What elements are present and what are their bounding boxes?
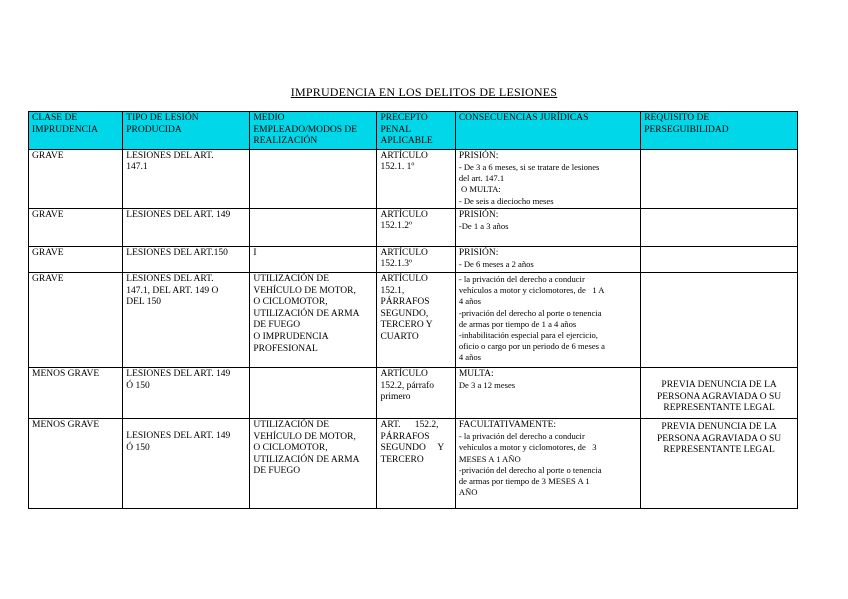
cell-precepto bbox=[377, 418, 455, 508]
precepto-line: ARTÍCULO bbox=[380, 150, 428, 161]
consecuencias-line: De 3 a 12 meses bbox=[458, 380, 516, 391]
requisito-line: PREVIA DENUNCIA DE LA bbox=[661, 379, 777, 390]
medio-line: UTILIZACIÓN DE ARMA bbox=[253, 454, 360, 465]
header-consecuencias: CONSECUENCIAS JURÍDICAS bbox=[455, 112, 640, 150]
cell-precepto bbox=[377, 272, 455, 367]
cell-medio bbox=[250, 208, 377, 246]
precepto-line: CUARTO bbox=[380, 331, 419, 342]
precepto-line: PÁRRAFOS bbox=[380, 297, 430, 308]
cell-precepto bbox=[377, 208, 455, 246]
medio-line: DE FUEGO bbox=[253, 466, 301, 477]
cell-tipo bbox=[123, 149, 250, 208]
consecuencias-line: - De 3 a 6 meses, si se tratare de lesiones bbox=[458, 161, 600, 172]
precepto-line: SEGUNDO, bbox=[380, 308, 429, 319]
cell-clase: GRAVE bbox=[29, 272, 123, 367]
cell-requisito bbox=[641, 149, 798, 208]
tipo-line: Ó 150 bbox=[126, 442, 150, 453]
consecuencias-line: MULTA: bbox=[458, 368, 494, 379]
table-row bbox=[29, 418, 798, 508]
tipo-line: LESIONES DEL ART. 149 bbox=[126, 430, 231, 441]
tipo-line: Ó 150 bbox=[126, 380, 150, 391]
cell-medio bbox=[250, 272, 377, 367]
precepto-line: ART. 152.2, bbox=[380, 419, 439, 430]
medio-line: O CICLOMOTOR, bbox=[253, 443, 328, 454]
consecuencias-line: - la privación del derecho a conducir bbox=[458, 431, 585, 442]
consecuencias-line: -privación del derecho al porte o tenencia bbox=[458, 307, 602, 318]
cell-clase: GRAVE bbox=[29, 149, 123, 208]
consecuencias-line: AÑO bbox=[458, 487, 478, 498]
cell-clase: GRAVE bbox=[29, 246, 123, 272]
consecuencias-line: PRISIÓN: bbox=[458, 150, 499, 161]
medio-line: UTILIZACIÓN DE bbox=[253, 419, 330, 430]
tipo-line: DEL 150 bbox=[126, 297, 162, 308]
cell-tipo bbox=[123, 246, 250, 272]
lesiones-table bbox=[28, 111, 798, 509]
precepto-line: PÁRRAFOS bbox=[380, 431, 430, 442]
precepto-line: ARTÍCULO bbox=[380, 247, 428, 258]
consecuencias-line: vehículos a motor y ciclomotores, de 3 bbox=[458, 442, 597, 453]
table-row bbox=[29, 149, 798, 208]
header-requisito: REQUISITO DE PERSEGUIBILIDAD bbox=[641, 112, 798, 150]
precepto-line: 152.1.2º bbox=[380, 221, 412, 232]
consecuencias-line: - la privación del derecho a conducir bbox=[458, 273, 585, 284]
tipo-line: LESIONES DEL ART. bbox=[126, 150, 214, 161]
consecuencias-line: FACULTATIVAMENTE: bbox=[458, 419, 557, 430]
cell-consecuencias bbox=[455, 272, 640, 367]
table-row bbox=[29, 367, 798, 418]
cell-medio bbox=[250, 367, 377, 418]
precepto-line: primero bbox=[380, 392, 411, 403]
tipo-line: LESIONES DEL ART. 149 bbox=[126, 209, 231, 220]
consecuencias-line: -privación del derecho al porte o tenencia bbox=[458, 464, 602, 475]
cell-requisito bbox=[641, 246, 798, 272]
consecuencias-line: MESES A 1 AÑO bbox=[458, 453, 521, 464]
cell-precepto bbox=[377, 149, 455, 208]
consecuencias-line: de armas por tiempo de 3 MESES A 1 bbox=[458, 476, 590, 486]
precepto-line: ARTÍCULO bbox=[380, 209, 428, 220]
cell-requisito bbox=[641, 208, 798, 246]
cell-tipo bbox=[123, 208, 250, 246]
requisito-line: PERSONA AGRAVIADA O SU bbox=[657, 391, 782, 402]
precepto-line: 152.1. 1º bbox=[380, 162, 415, 173]
cell-medio bbox=[250, 418, 377, 508]
cell-tipo bbox=[123, 418, 250, 508]
cell-clase: MENOS GRAVE bbox=[29, 418, 123, 508]
medio-line: UTILIZACIÓN DE bbox=[253, 273, 330, 284]
medio-line: VEHÍCULO DE MOTOR, bbox=[253, 285, 356, 296]
medio-line: PROFESIONAL bbox=[253, 343, 318, 354]
precepto-line: ARTÍCULO bbox=[380, 273, 428, 284]
cell-medio bbox=[250, 246, 377, 272]
tipo-line: LESIONES DEL ART. bbox=[126, 273, 214, 284]
table-row bbox=[29, 246, 798, 272]
table-row bbox=[29, 208, 798, 246]
consecuencias-line: del art. 147.1 bbox=[458, 173, 505, 184]
cell-clase: MENOS GRAVE bbox=[29, 367, 123, 418]
precepto-line: 152.1.3º bbox=[380, 259, 412, 270]
medio-line: O IMPRUDENCIA bbox=[253, 331, 329, 342]
consecuencias-line: PRISIÓN: bbox=[458, 209, 499, 220]
tipo-line: 147.1, DEL ART. 149 O bbox=[126, 285, 219, 296]
precepto-line: TERCERO Y bbox=[380, 320, 433, 331]
medio-line: O CICLOMOTOR, bbox=[253, 297, 328, 308]
consecuencias-line: oficio o cargo por un periodo de 6 meses a bbox=[458, 341, 605, 352]
cell-consecuencias bbox=[455, 208, 640, 246]
tipo-line: 147.1 bbox=[126, 162, 148, 173]
cell-tipo bbox=[123, 272, 250, 367]
consecuencias-line: O MULTA: bbox=[458, 184, 501, 195]
consecuencias-line: 4 años bbox=[458, 352, 482, 363]
cell-medio bbox=[250, 149, 377, 208]
header-clase: CLASE DE IMPRUDENCIA bbox=[29, 112, 123, 150]
medio-line: UTILIZACIÓN DE ARMA bbox=[253, 308, 360, 319]
header-precepto: PRECEPTO PENAL APLICABLE bbox=[377, 112, 455, 150]
requisito-line: PREVIA DENUNCIA DE LA bbox=[661, 421, 777, 432]
cell-consecuencias bbox=[455, 418, 640, 508]
header-row bbox=[29, 112, 798, 150]
cell-requisito bbox=[641, 418, 798, 508]
precepto-line: 152.1, bbox=[380, 285, 405, 296]
consecuencias-line: 4 años bbox=[458, 296, 482, 307]
precepto-line: TERCERO bbox=[380, 454, 424, 465]
consecuencias-line: de armas por tiempo de 1 a 4 años bbox=[458, 318, 577, 329]
cell-tipo bbox=[123, 367, 250, 418]
medio-line: I bbox=[253, 247, 257, 258]
consecuencias-line: - De 6 meses a 2 años bbox=[458, 259, 534, 269]
consecuencias-line: vehículos a motor y ciclomotores, de 1 A bbox=[458, 285, 605, 296]
consecuencias-line: -inhabilitación especial para el ejercicio, bbox=[458, 330, 598, 340]
tipo-line: LESIONES DEL ART.150 bbox=[126, 247, 228, 258]
cell-precepto bbox=[377, 367, 455, 418]
consecuencias-line: - De seis a dieciocho meses bbox=[458, 195, 554, 206]
document-title: IMPRUDENCIA EN LOS DELITOS DE LESIONES bbox=[290, 85, 558, 99]
cell-consecuencias bbox=[455, 367, 640, 418]
consecuencias-line: -De 1 a 3 años bbox=[458, 221, 509, 231]
cell-consecuencias bbox=[455, 149, 640, 208]
cell-consecuencias bbox=[455, 246, 640, 272]
tipo-line: LESIONES DEL ART. 149 bbox=[126, 368, 231, 379]
precepto-line: SEGUNDO Y bbox=[380, 443, 445, 454]
medio-line: DE FUEGO bbox=[253, 320, 301, 331]
cell-precepto bbox=[377, 246, 455, 272]
header-tipo: TIPO DE LESIÓN PRODUCIDA bbox=[123, 112, 250, 150]
requisito-line: REPRESENTANTE LEGAL bbox=[663, 403, 775, 414]
cell-requisito bbox=[641, 272, 798, 367]
requisito-line: PERSONA AGRAVIADA O SU bbox=[657, 433, 782, 444]
precepto-line: ARTÍCULO bbox=[380, 368, 428, 379]
consecuencias-line: PRISIÓN: bbox=[458, 247, 499, 258]
table-row bbox=[29, 272, 798, 367]
requisito-line: REPRESENTANTE LEGAL bbox=[663, 445, 775, 456]
medio-line: VEHÍCULO DE MOTOR, bbox=[253, 431, 356, 442]
header-medio: MEDIO EMPLEADO/MODOS DE REALIZACIÓN bbox=[250, 112, 377, 150]
precepto-line: 152.2, párrafo bbox=[380, 380, 435, 391]
cell-clase: GRAVE bbox=[29, 208, 123, 246]
cell-requisito bbox=[641, 367, 798, 418]
